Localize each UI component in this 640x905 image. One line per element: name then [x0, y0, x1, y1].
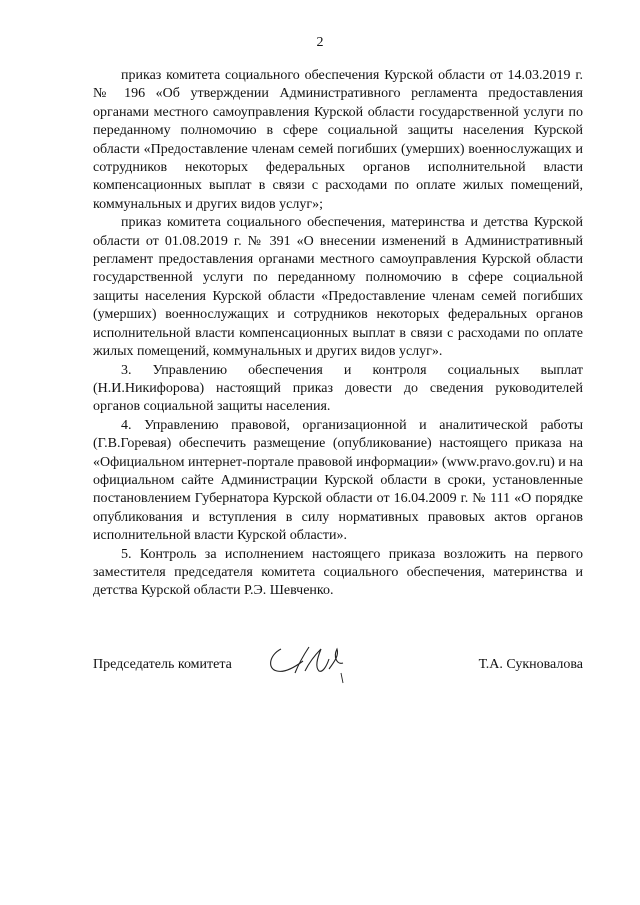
paragraph-item-5: 5. Контроль за исполнением настоящего приказа возложить на первого заместителя председателя комитета социального обеспечения, материнства и детства Курской области Р.Э. Шевченко.	[93, 546, 583, 599]
paragraph-item-4: 4. Управлению правовой, организационной и аналитической работы (Г.В.Горевая) обеспечить размещение (опубликование) настоящего приказа на «Официальном интернет-портале правовой информации» (www.pravo.gov.ru) и на официальном сайте Администрации Курской области в сроки, установленные постановлением Губернатора Курской области от 16.04.2009 г. № 111 «О порядке опубликования и вступления в силу нормативных правовых актов органов исполнительной власти Курской области».	[93, 417, 583, 544]
signature-block	[93, 651, 583, 691]
paragraph-item-3: 3. Управлению обеспечения и контроля социальных выплат (Н.И.Никифорова) настоящий приказ довести до сведения руководителей органов социальной защиты населения.	[93, 362, 583, 415]
signatory-name: Т.А. Сукновалова	[478, 657, 583, 672]
paragraph-order-391: приказ комитета социального обеспечения, материнства и детства Курской области от 01.08.2019 г. № 391 «О внесении изменений в Административный регламент предоставления органами местного самоуправления Курской области государственной услуги по переданному полномочию в сфере социальной защиты населения Курской области «Предоставление членам семей погибших (умерших) военнослужащих и сотрудников некоторых федеральных органов исполнительной власти компенсационных выплат в связи с расходами по оплате жилых помещений, коммунальных и других видов услуг».	[93, 215, 583, 360]
signatory-title: Председатель комитета	[93, 657, 232, 672]
page-number: 2	[316, 35, 324, 50]
document-body	[93, 67, 583, 601]
paragraph-order-196: приказ комитета социального обеспечения Курской области от 14.03.2019 г. № 196 «Об утверждении Административного регламента предоставления органами местного самоуправления Курской области государственной услуги по переданному полномочию в сфере социальной защиты населения Курской области «Предоставление членам семей погибших (умерших) военнослужащих и сотрудников некоторых федеральных органов исполнительной власти компенсационных выплат в связи с расходами по оплате жилых помещений, коммунальных и других видов услуг»;	[93, 68, 583, 212]
handwritten-signature	[265, 643, 355, 694]
